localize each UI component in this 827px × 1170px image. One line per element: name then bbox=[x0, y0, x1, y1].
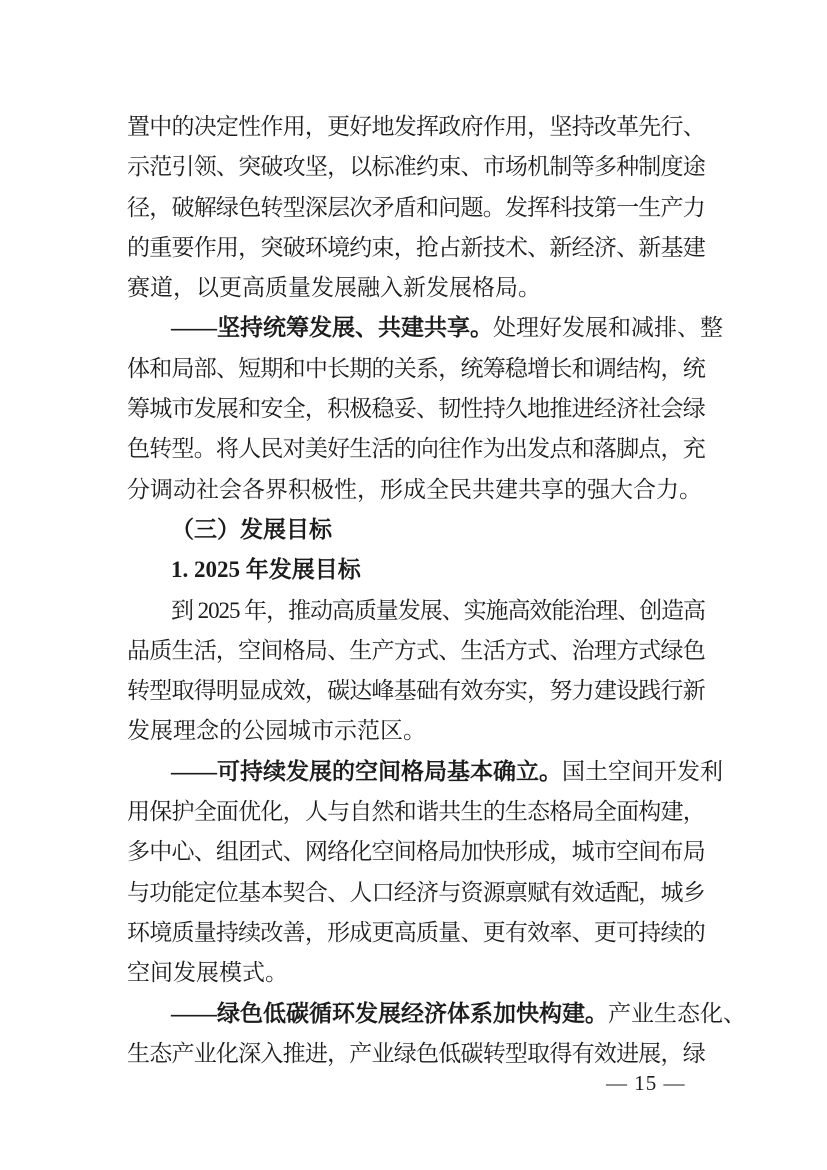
body-text-segment: 径，破解绿色转型深层次矛盾和问题。发挥科技第一生产力 bbox=[127, 194, 706, 220]
text-line-inner bbox=[127, 839, 705, 864]
emphasis-text-segment: （三）发展目标 bbox=[171, 516, 332, 542]
body-text-segment: 分调动社会各界积极性，形成全民共建共享的强大合力。 bbox=[127, 476, 702, 502]
text-line-inner bbox=[127, 678, 705, 703]
text-line bbox=[127, 711, 705, 751]
text-line-inner bbox=[127, 396, 705, 421]
emphasis-text-segment: ——坚持统筹发展、共建共享。 bbox=[171, 315, 493, 341]
text-line-inner bbox=[127, 799, 705, 824]
text-line-inner bbox=[171, 315, 723, 340]
text-line-inner bbox=[127, 114, 705, 139]
text-line-inner bbox=[127, 920, 705, 945]
body-text-segment: 到 2025 年，推动高质量发展、实施高效能治理、创造高 bbox=[171, 597, 706, 623]
text-line-inner bbox=[171, 1001, 746, 1026]
text-line-inner bbox=[127, 235, 705, 260]
text-line-inner bbox=[127, 195, 705, 220]
text-line-inner bbox=[127, 638, 705, 663]
text-line-inner bbox=[127, 960, 288, 985]
text-line-inner bbox=[171, 598, 705, 623]
text-line-inner bbox=[127, 275, 541, 300]
text-line bbox=[127, 1034, 705, 1074]
text-line bbox=[127, 349, 705, 389]
text-line-inner bbox=[127, 718, 426, 743]
text-line bbox=[127, 671, 705, 711]
text-line bbox=[127, 188, 705, 228]
text-line-inner bbox=[127, 477, 702, 502]
text-line bbox=[127, 429, 705, 469]
text-line-inner bbox=[127, 356, 705, 381]
body-text-segment: 体和局部、短期和中长期的关系，统筹稳增长和调结构，统 bbox=[127, 355, 706, 381]
text-line bbox=[127, 228, 705, 268]
text-line bbox=[127, 147, 705, 187]
text-line bbox=[127, 107, 705, 147]
text-line bbox=[127, 832, 705, 872]
page-number: — 15 — bbox=[606, 1071, 686, 1095]
body-text-segment: 的重要作用，突破环境约束，抢占新技术、新经济、新基建 bbox=[127, 234, 706, 260]
body-text-segment: 筹城市发展和安全，积极稳妥、韧性持久地推进经济社会绿 bbox=[127, 396, 706, 422]
text-line bbox=[127, 994, 746, 1034]
text-line bbox=[127, 792, 705, 832]
body-text-segment: 环境质量持续改善，形成更高质量、更有效率、更可持续的 bbox=[127, 919, 706, 945]
body-text-segment: 品质生活，空间格局、生产方式、生活方式、治理方式绿色 bbox=[127, 637, 706, 663]
text-line bbox=[127, 308, 723, 348]
body-text-segment: 赛道，以更高质量发展融入新发展格局。 bbox=[127, 275, 541, 301]
body-text-segment: 与功能定位基本契合、人口经济与资源禀赋有效适配，城乡 bbox=[127, 879, 706, 905]
emphasis-text-segment: ——可持续发展的空间格局基本确立。 bbox=[171, 758, 562, 784]
text-line-inner bbox=[127, 880, 705, 905]
text-line bbox=[127, 591, 705, 631]
body-text-segment: 生态产业化深入推进，产业绿色低碳转型取得有效进展，绿 bbox=[127, 1040, 706, 1066]
body-text-segment: 空间发展模式。 bbox=[127, 960, 288, 986]
text-line bbox=[127, 873, 705, 913]
text-line-inner bbox=[127, 154, 705, 179]
body-text-segment: 国土空间开发利 bbox=[562, 758, 723, 784]
text-line bbox=[127, 913, 705, 953]
text-line bbox=[127, 752, 723, 792]
body-text-segment: 用保护全面优化，人与自然和谐共生的生态格局全面构建， bbox=[127, 799, 706, 825]
text-line bbox=[127, 268, 705, 308]
text-line-inner bbox=[171, 759, 723, 784]
text-line bbox=[127, 510, 705, 550]
body-text-segment: 示范引领、突破攻坚，以标准约束、市场机制等多种制度途 bbox=[127, 154, 706, 180]
body-text-segment: 转型取得明显成效，碳达峰基础有效夯实，努力建设践行新 bbox=[127, 678, 706, 704]
emphasis-text-segment: 1. 2025 年发展目标 bbox=[171, 557, 361, 583]
text-line-inner bbox=[127, 436, 705, 461]
body-text-segment: 色转型。将人民对美好生活的向往作为出发点和落脚点，充 bbox=[127, 436, 706, 462]
text-line-inner bbox=[171, 557, 361, 582]
body-text-segment: 发展理念的公园城市示范区。 bbox=[127, 718, 426, 744]
emphasis-text-segment: ——绿色低碳循环发展经济体系加快构建。 bbox=[171, 1000, 608, 1026]
body-text-segment: 处理好发展和减排、整 bbox=[493, 315, 723, 341]
text-line bbox=[127, 550, 705, 590]
body-text-segment: 多中心、组团式、网络化空间格局加快形成，城市空间布局 bbox=[127, 839, 706, 865]
text-line-inner bbox=[171, 517, 332, 542]
document-body bbox=[127, 107, 746, 1074]
text-line bbox=[127, 953, 705, 993]
text-line bbox=[127, 389, 705, 429]
text-line bbox=[127, 631, 705, 671]
body-text-segment: 产业生态化、 bbox=[608, 1000, 746, 1026]
text-line bbox=[127, 470, 705, 510]
body-text-segment: 置中的决定性作用，更好地发挥政府作用，坚持改革先行、 bbox=[127, 114, 706, 139]
text-line-inner bbox=[127, 1041, 705, 1066]
